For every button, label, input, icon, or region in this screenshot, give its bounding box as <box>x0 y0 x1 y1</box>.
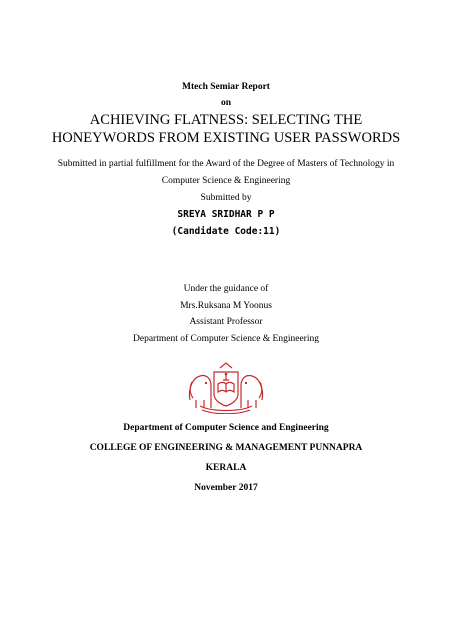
report-title-line1: ACHIEVING FLATNESS: SELECTING THE <box>89 112 363 128</box>
guide-designation: Assistant Professor <box>189 317 263 327</box>
report-type: Mtech Semiar Report <box>182 82 270 92</box>
guidance-heading: Under the guidance of <box>183 284 269 294</box>
submitted-by-label: Submitted by <box>200 193 252 203</box>
submitted-for-line2: Computer Science & Engineering <box>161 176 291 186</box>
guide-department: Department of Computer Science & Engineering <box>133 334 319 344</box>
report-date: November 2017 <box>194 483 258 493</box>
author-name: SREYA SRIDHAR P P <box>177 209 275 220</box>
submitted-for-line1: Submitted in partial fulfillment for the Award of the Degree of Masters of Technology in <box>57 159 395 169</box>
on-label: on <box>220 98 232 108</box>
college-emblem-icon <box>186 360 266 414</box>
state-name: KERALA <box>205 463 247 473</box>
report-title-line2: HONEYWORDS FROM EXISTING USER PASSWORDS <box>51 130 401 146</box>
guide-name: Mrs.Ruksana M Yoonus <box>180 301 272 311</box>
department-name: Department of Computer Science and Engineering <box>123 423 329 433</box>
candidate-code: (Candidate Code:11) <box>171 226 281 237</box>
college-name: COLLEGE OF ENGINEERING & MANAGEMENT PUNNAPRA <box>89 443 363 453</box>
